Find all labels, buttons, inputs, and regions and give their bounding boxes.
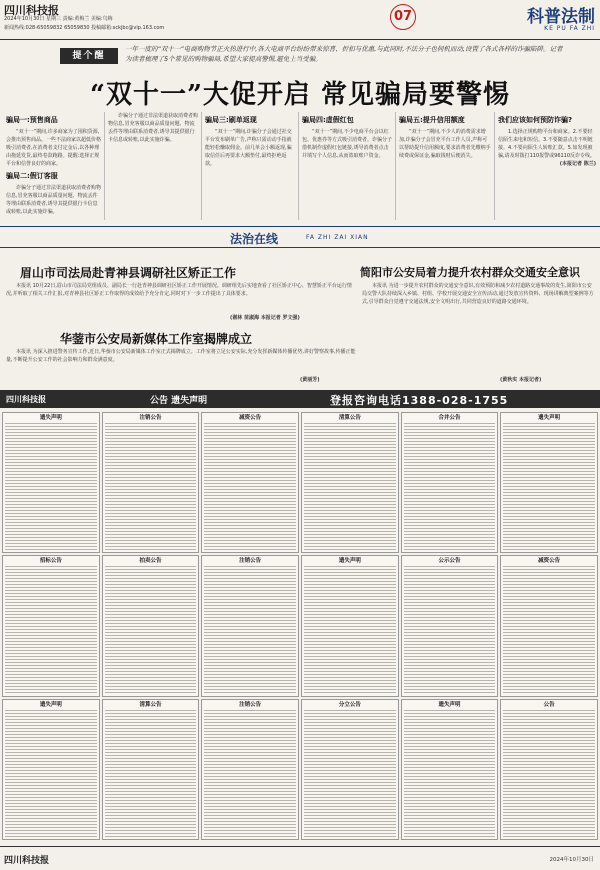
ad-cell: [401, 699, 499, 840]
article-byline: (本报记者 陈兰): [559, 161, 596, 167]
main-headline: “双十一”大促开启 常见骗局要警惕: [90, 80, 510, 110]
article-column: [205, 112, 295, 222]
ad-title: 遗失声明: [438, 701, 461, 708]
article-column: [302, 112, 392, 222]
ad-body-text: [503, 423, 595, 550]
ad-body-text: [5, 566, 97, 693]
ad-body-text: [5, 423, 97, 550]
masthead: [0, 0, 600, 40]
ad-title: 注销公告: [139, 415, 162, 421]
ad-cell: [201, 555, 299, 696]
column-divider: [298, 112, 299, 220]
article-text: 1.选择正规购物平台和商家。2.不要轻信陌生来电和短信。3.不要随意点击不明链接。4.不要向陌生人转账汇款。5.如发现被骗,请及时拨打110报警或96110反诈专线。: [498, 129, 596, 159]
ad-title: 遗失声明: [39, 415, 62, 421]
story-body: 本报讯 为进一步提升农村群众的交通安全意识,有效预防和减少农村道路交通事故的发生,简阳市公安局交警大队持续深入乡镇、村组、学校开展交通安全宣传活动,通过发放宣传资料、现场讲解典型案例等方式,引导群众自觉遵守交通法规,安全文明出行,共同营造良好的道路交通环境。: [362, 283, 594, 305]
column-divider: [494, 112, 495, 220]
section-pinyin: KE PU FA ZHI: [544, 25, 595, 32]
ad-title: 拍卖公告: [139, 558, 162, 565]
article-subhead: 骗局四:虚假红包: [302, 116, 354, 124]
tip-badge: 提个醒: [60, 48, 118, 64]
ad-title: 注销公告: [239, 701, 262, 708]
story-byline: (黄秋实 本报记者): [500, 377, 542, 383]
ad-cell: [500, 555, 598, 696]
ad-title: 招标公告: [39, 558, 62, 565]
ad-body-text: [204, 566, 296, 693]
section-band: [0, 226, 600, 248]
ad-title: 公告: [543, 701, 555, 708]
ad-cell: [301, 699, 399, 840]
article-column: [399, 112, 491, 222]
article-column: [498, 112, 596, 222]
ad-body-text: [503, 566, 595, 693]
ad-body-text: [404, 710, 496, 837]
band-pinyin: FA ZHI ZAI XIAN: [306, 234, 369, 241]
ad-cell: [201, 412, 299, 553]
ad-cell: [301, 555, 399, 696]
story-byline: (谢林 苗淑海 本报记者 罗文强): [230, 315, 300, 321]
ad-banner-mid: 公告 遗失声明: [150, 396, 208, 406]
classified-ads: [0, 410, 600, 842]
article-subhead: 骗局五:提升信用额度: [399, 116, 465, 124]
article-text: “双十一”期间,许多商家为了囤积货源,会推出预售商品。一些不法商家以超低价格吸引消费者,在消费者支付定金后,以各种理由拖延发货,最终卷款跑路。提醒:选择正规平台和信誉良好的商家。: [6, 129, 101, 167]
footer-paper-name: 四川科技报: [4, 856, 50, 866]
ad-body-text: [304, 566, 396, 693]
ad-title: 遗失声明: [39, 701, 62, 708]
ad-cell: [2, 412, 100, 553]
article-text: “双十一”期间,不少人的消费需求增加,诈骗分子会冒充平台工作人员,声称可以帮助提升信用额度,要求消费者先缴纳手续费或保证金,骗取钱财后便消失。: [399, 129, 491, 159]
ad-body-text: [204, 423, 296, 550]
band-title: 法治在线: [230, 232, 279, 246]
ad-cell: [401, 412, 499, 553]
ad-phone: 登报咨询电话1388-028-1755: [330, 394, 509, 407]
ad-cell: [500, 412, 598, 553]
section-name: 科普法制: [527, 7, 595, 27]
ad-body-text: [105, 423, 197, 550]
article-text: “双十一”期间,诈骗分子会通过社交平台发布刷单广告,声称只需动动手指就能轻松赚取佣金。前几单会小额返现,骗取信任后再要求大额垫付,最终拒绝返款。: [205, 129, 292, 167]
ad-title: 遗失声明: [538, 415, 561, 421]
ad-cell: [401, 555, 499, 696]
column-divider: [104, 112, 105, 220]
ad-cell: [301, 412, 399, 553]
article-text: 诈骗分子通过非法渠道获取消费者购物信息,冒充客服以商品质量问题、物流丢件等理由联系消费者,诱导其提供银行卡信息或转账,以此实施诈骗。: [108, 113, 198, 143]
ad-body-text: [5, 710, 97, 837]
article-subhead: 骗局三:刷单返现: [205, 116, 257, 124]
ad-cell: [2, 555, 100, 696]
footer-date: 2024年10月30日: [549, 857, 594, 863]
story-byline: (黄丽芳): [300, 377, 320, 383]
ad-body-text: [503, 710, 595, 837]
lead-summary: 一年一度的“双十一”电商购物节正火热进行中,各大电商平台纷纷带来惊喜、折扣与优惠,与此同时,不法分子也伺机而动,设置了各式各样的诈骗陷阱。记者为读者梳理了5个常见的购物骗局,希望大家提高警惕,避免上当受骗。: [125, 45, 563, 63]
contact-line: 新闻热线:028-65059832 65059830 投稿邮箱:sckjbc@vip.163.com: [4, 25, 165, 31]
issue-line: 2024年10月30日 星期三 责编:黄梅兰 美编:鸟梅: [4, 16, 113, 22]
ad-cell: [2, 699, 100, 840]
ad-cell: [500, 699, 598, 840]
story-title: 简阳市公安局着力提升农村群众交通安全意识: [360, 266, 580, 279]
article-subhead: 骗局二:假订客服: [6, 172, 58, 180]
footer: [0, 846, 600, 870]
ad-title: 注销公告: [239, 558, 262, 565]
ad-title: 遗失声明: [338, 558, 361, 565]
page-number: 07: [390, 4, 416, 30]
article-column: [6, 112, 101, 222]
story-title: 华蓥市公安局新媒体工作室揭牌成立: [60, 332, 253, 346]
article-text: 诈骗分子通过非法渠道获取消费者购物信息,冒充客服以商品质量问题、物流丢件等理由联系消费者,诱导其提供银行卡信息或转账,以此实施诈骗。: [6, 185, 101, 215]
ad-banner-left: 四川科技报: [6, 395, 46, 404]
column-divider: [201, 112, 202, 220]
ad-title: 清算公告: [139, 701, 162, 708]
article-subhead: 我们应该如何预防诈骗?: [498, 116, 573, 124]
article-column: [108, 112, 198, 222]
ad-cell: [102, 412, 200, 553]
ad-title: 清算公告: [338, 415, 361, 421]
ad-body-text: [404, 423, 496, 550]
article-subhead: 骗局一:预售商品: [6, 116, 58, 124]
paper-name: 四川科技报: [4, 4, 59, 17]
ad-banner: [0, 390, 600, 408]
ad-title: 公示公告: [438, 558, 461, 565]
ad-body-text: [105, 566, 197, 693]
column-divider: [395, 112, 396, 220]
ad-body-text: [404, 566, 496, 693]
story-body: 本报讯 为深入推进警务宣传工作,近日,华蓥市公安局新媒体工作室正式揭牌成立。工作室将立足公安实际,充分发挥新媒体传播优势,讲好警察故事,传播正能量,不断提升公安工作的社会影响力和群众满意度。: [6, 349, 356, 363]
ad-title: 分立公告: [338, 701, 361, 708]
ad-cell: [102, 555, 200, 696]
ad-body-text: [105, 710, 197, 837]
article-text: “双十一”期间,不少电商平台会以红包、优惠券等方式吸引消费者。诈骗分子借机制作虚假红包链接,诱导消费者点击并填写个人信息,从而盗取账户资金。: [302, 129, 392, 159]
ad-cell: [102, 699, 200, 840]
ad-title: 合并公告: [438, 415, 461, 421]
ad-body-text: [204, 710, 296, 837]
ad-title: 减资公告: [538, 558, 561, 565]
ad-body-text: [304, 423, 396, 550]
ad-title: 减资公告: [239, 415, 262, 421]
story-body: 本报讯 10月22日,眉山市司法局党组成员、副局长一行赴青神县调研社区矫正工作开展情况。调研组先后实地查看了社区矫正中心、智慧矫正平台运行情况,并听取了相关工作汇报,对青神县社区矫正工作取得的成效给予充分肯定,同时对下一步工作提出了具体要求。: [6, 283, 352, 297]
story-title: 眉山市司法局赴青神县调研社区矫正工作: [20, 266, 237, 280]
ad-cell: [201, 699, 299, 840]
ad-body-text: [304, 710, 396, 837]
